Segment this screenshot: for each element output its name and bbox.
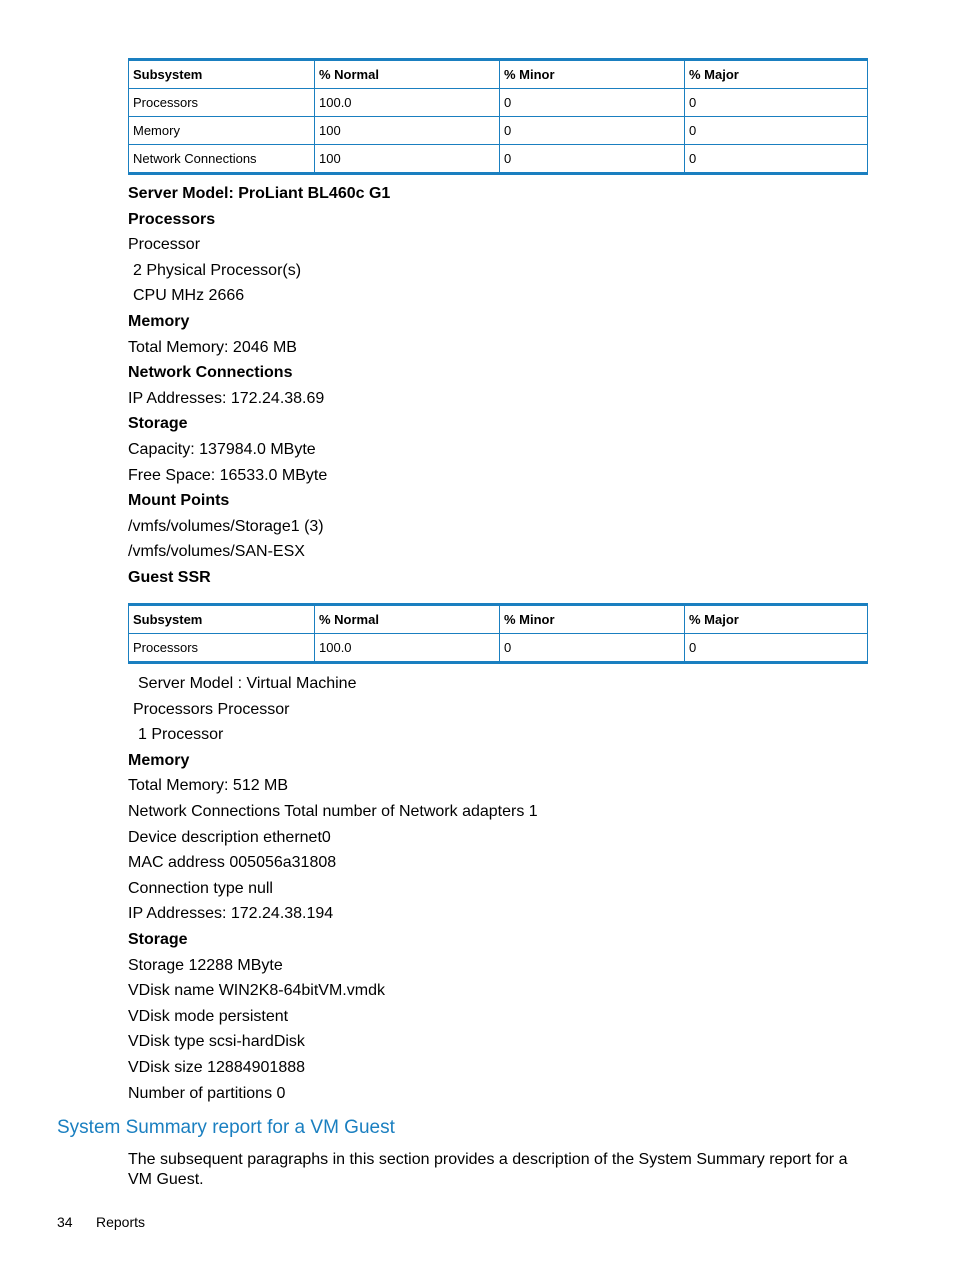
section-title: System Summary report for a VM Guest bbox=[57, 1117, 395, 1138]
table-cell: 100.0 bbox=[315, 89, 500, 117]
table-row bbox=[129, 634, 868, 663]
table-header-row bbox=[129, 60, 868, 89]
column-header: Subsystem bbox=[129, 605, 315, 634]
detail-line: Free Space: 16533.0 MByte bbox=[128, 466, 328, 484]
memory-heading: Memory bbox=[128, 751, 190, 769]
table-cell: Network Connections bbox=[129, 145, 315, 174]
section-paragraph: The subsequent paragraphs in this section provides a description of the System Summary report for a VM Guest. bbox=[128, 1151, 848, 1188]
table-row bbox=[129, 89, 868, 117]
column-header: Subsystem bbox=[129, 60, 315, 89]
detail-line: MAC address 005056a31808 bbox=[128, 854, 337, 872]
column-header: % Major bbox=[685, 60, 868, 89]
table-cell: 0 bbox=[500, 634, 685, 663]
footer-section-name: Reports bbox=[96, 1214, 146, 1230]
table-cell: 0 bbox=[685, 145, 868, 174]
table-cell: Processors bbox=[129, 89, 315, 117]
detail-line: Number of partitions 0 bbox=[128, 1084, 286, 1102]
table-cell: Processors bbox=[129, 634, 315, 663]
column-header: % Minor bbox=[500, 60, 685, 89]
detail-line: IP Addresses: 172.24.38.69 bbox=[128, 389, 325, 407]
host-details-block bbox=[128, 181, 390, 591]
table-cell: 100 bbox=[315, 117, 500, 145]
detail-line: Processors Processor bbox=[133, 700, 290, 718]
column-header: % Normal bbox=[315, 60, 500, 89]
table-cell: 100 bbox=[315, 145, 500, 174]
detail-line: VDisk size 12884901888 bbox=[128, 1058, 306, 1076]
server-model-heading: Server Model: ProLiant BL460c G1 bbox=[128, 185, 391, 202]
detail-line: Connection type null bbox=[128, 879, 273, 897]
column-header: % Normal bbox=[315, 605, 500, 634]
guest-ssr-heading: Guest SSR bbox=[128, 568, 211, 586]
detail-line: Processor bbox=[128, 236, 201, 254]
detail-line: Network Connections Total number of Network adapters 1 bbox=[128, 802, 538, 820]
table-cell: 0 bbox=[685, 117, 868, 145]
table-row bbox=[129, 117, 868, 145]
table-cell: 0 bbox=[500, 145, 685, 174]
detail-line: Storage 12288 MByte bbox=[128, 956, 283, 974]
guest-details-block bbox=[128, 671, 538, 1106]
table-cell: Memory bbox=[129, 117, 315, 145]
detail-line: VDisk mode persistent bbox=[128, 1007, 289, 1025]
detail-line: Server Model : Virtual Machine bbox=[138, 675, 357, 692]
column-header: % Minor bbox=[500, 605, 685, 634]
table-cell: 0 bbox=[685, 634, 868, 663]
detail-line: /vmfs/volumes/SAN-ESX bbox=[128, 543, 305, 561]
table-cell: 0 bbox=[500, 89, 685, 117]
mount-points-heading: Mount Points bbox=[128, 492, 230, 510]
network-connections-heading: Network Connections bbox=[128, 364, 293, 382]
memory-heading: Memory bbox=[128, 312, 190, 330]
table-cell: 100.0 bbox=[315, 634, 500, 663]
detail-line: /vmfs/volumes/Storage1 (3) bbox=[128, 517, 324, 535]
table-cell: 0 bbox=[500, 117, 685, 145]
table-cell: 0 bbox=[685, 89, 868, 117]
column-header: % Major bbox=[685, 605, 868, 634]
detail-line: VDisk type scsi-hardDisk bbox=[128, 1033, 305, 1051]
detail-line: Total Memory: 512 MB bbox=[128, 777, 289, 795]
detail-line: Device description ethernet0 bbox=[128, 828, 331, 846]
storage-heading: Storage bbox=[128, 930, 188, 948]
page-footer bbox=[57, 1214, 145, 1230]
page-number: 34 bbox=[57, 1214, 73, 1230]
processors-heading: Processors bbox=[128, 210, 216, 228]
detail-line: VDisk name WIN2K8-64bitVM.vmdk bbox=[128, 982, 385, 1000]
storage-heading: Storage bbox=[128, 415, 188, 433]
detail-line: 1 Processor bbox=[138, 726, 224, 744]
detail-line: 2 Physical Processor(s) bbox=[133, 261, 302, 279]
table-row bbox=[129, 145, 868, 174]
table-header-row bbox=[129, 605, 868, 634]
subsystem-status-table-guest bbox=[128, 603, 868, 664]
subsystem-status-table-host bbox=[128, 58, 868, 175]
detail-line: CPU MHz 2666 bbox=[133, 287, 245, 305]
detail-line: IP Addresses: 172.24.38.194 bbox=[128, 905, 334, 923]
detail-line: Capacity: 137984.0 MByte bbox=[128, 440, 316, 458]
detail-line: Total Memory: 2046 MB bbox=[128, 338, 297, 356]
